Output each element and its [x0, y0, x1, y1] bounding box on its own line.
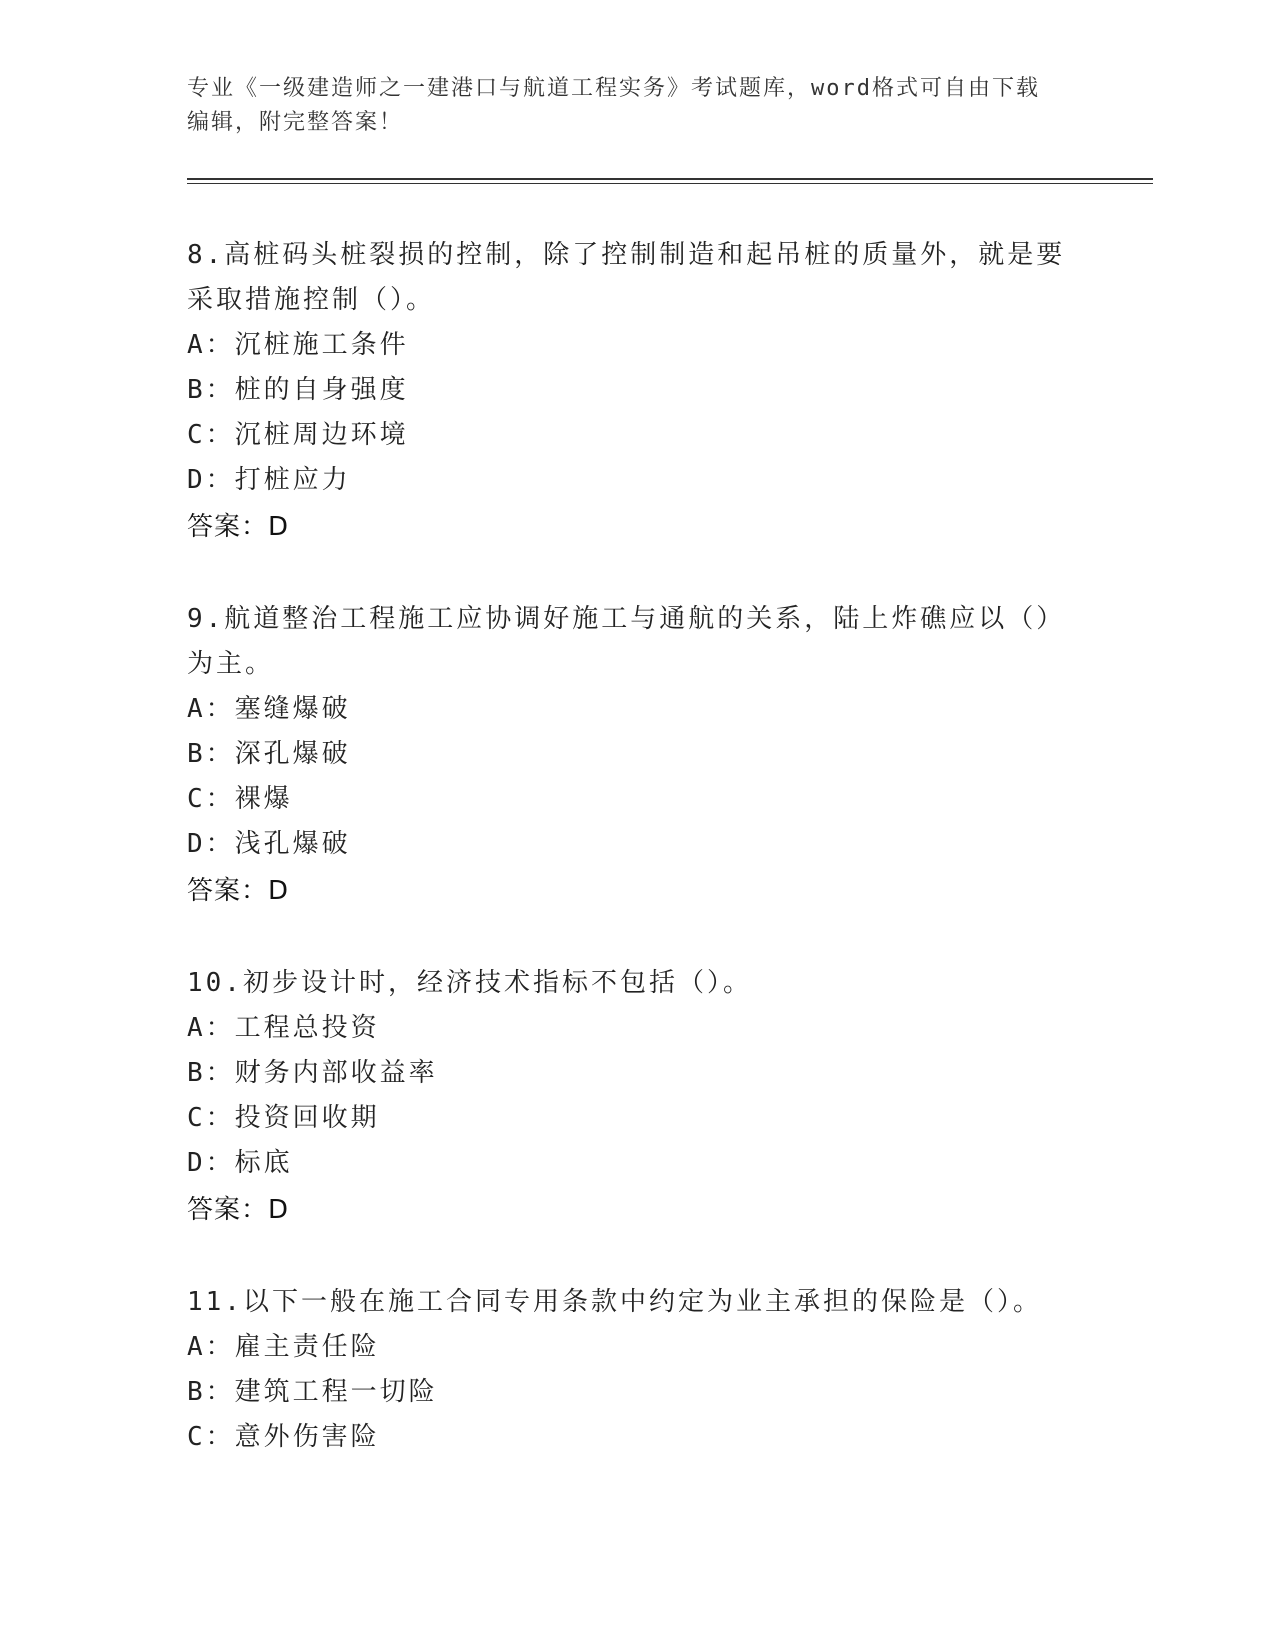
option-d: D：打桩应力	[187, 465, 351, 495]
answer: 答案：D	[187, 876, 290, 906]
option-d: D：标底	[187, 1148, 293, 1178]
question-stem	[187, 961, 1067, 1006]
option-a: A：塞缝爆破	[187, 694, 351, 724]
question-11	[187, 1280, 1067, 1460]
question-9	[187, 597, 1067, 915]
option-b: B：深孔爆破	[187, 739, 351, 769]
header-divider-thick	[187, 178, 1153, 180]
question-10	[187, 961, 1067, 1234]
question-stem-line-1: 9.航道整治工程施工应协调好施工与通航的关系，陆上炸礁应以（）	[187, 604, 1066, 634]
question-stem-line-1: 8.高桩码头桩裂损的控制，除了控制制造和起吊桩的质量外，就是要	[187, 240, 1066, 270]
option-c: C：投资回收期	[187, 1103, 380, 1133]
header-line-2: 编辑，附完整答案！	[187, 110, 404, 135]
question-8	[187, 233, 1067, 551]
header-line-1: 专业《一级建造师之一建港口与航道工程实务》考试题库，word格式可自由下载	[187, 76, 1040, 101]
document-header	[187, 72, 1067, 140]
answer: 答案：D	[187, 512, 290, 542]
option-d: D：浅孔爆破	[187, 829, 351, 859]
answer: 答案：D	[187, 1195, 290, 1225]
option-a: A：工程总投资	[187, 1013, 380, 1043]
option-b: B：财务内部收益率	[187, 1058, 438, 1088]
option-a: A：沉桩施工条件	[187, 330, 409, 360]
header-divider-thin	[187, 183, 1153, 184]
question-stem	[187, 597, 1067, 687]
option-b: B：建筑工程一切险	[187, 1377, 438, 1407]
question-stem-line-2: 采取措施控制（）。	[187, 285, 436, 315]
question-stem-line-2: 为主。	[187, 649, 275, 679]
option-c: C：裸爆	[187, 784, 293, 814]
question-stem-line-1: 10.初步设计时，经济技术指标不包括（）。	[187, 968, 752, 998]
option-c: C：意外伤害险	[187, 1422, 380, 1452]
question-stem	[187, 1280, 1067, 1325]
question-stem	[187, 233, 1067, 323]
option-a: A：雇主责任险	[187, 1332, 380, 1362]
question-stem-line-1: 11.以下一般在施工合同专用条款中约定为业主承担的保险是（）。	[187, 1287, 1042, 1317]
option-b: B：桩的自身强度	[187, 375, 409, 405]
option-c: C：沉桩周边环境	[187, 420, 409, 450]
